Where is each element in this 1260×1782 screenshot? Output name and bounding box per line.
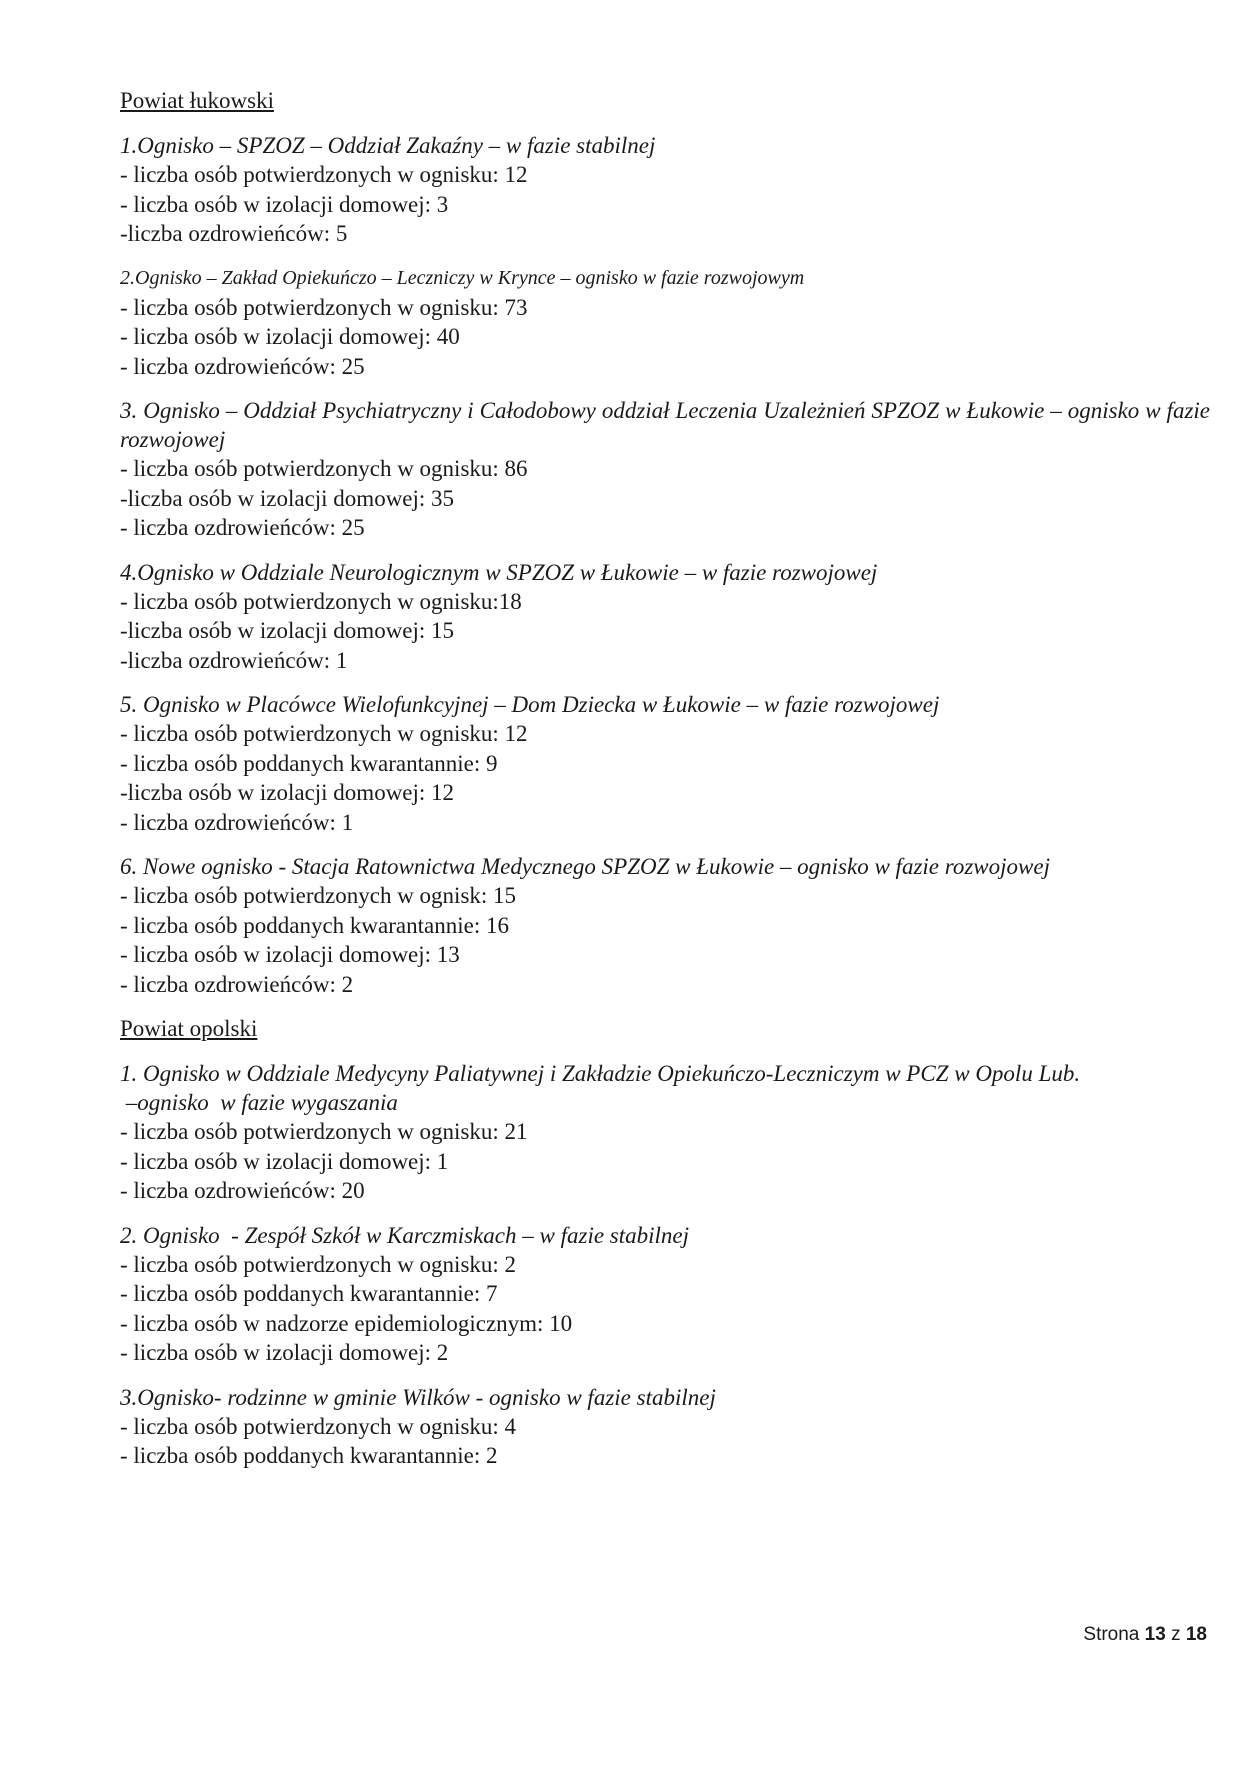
- outbreak-stat: - liczba osób potwierdzonych w ognisku: 86: [120, 456, 528, 481]
- outbreak-title: 1. Ognisko w Oddziale Medycyny Paliatywnej i Zakładzie Opiekuńczo-Leczniczym w PCZ w Opolu Lub.: [120, 1061, 1081, 1086]
- outbreak-stat: - liczba osób potwierdzonych w ognisku: 2: [120, 1251, 517, 1277]
- outbreak-title: 3. Ognisko – Oddział Psychiatryczny i Całodobowy oddział Leczenia Uzależnień SPZOZ w Łukowie – ognisko w fazie rozwojowej: [120, 398, 1210, 452]
- outbreak-stat: - liczba osób poddanych kwarantannie: 16: [120, 912, 509, 938]
- outbreak-stat: - liczba osób w izolacji domowej: 2: [120, 1340, 449, 1365]
- outbreak-stat: - liczba ozdrowieńców: 1: [120, 809, 354, 835]
- page-number: [1083, 1624, 1207, 1646]
- outbreak-stat: - liczba osób potwierdzonych w ognisku: 21: [120, 1119, 528, 1144]
- page-separator: z: [1171, 1624, 1181, 1645]
- section-heading: Powiat łukowski: [120, 88, 274, 113]
- current-page: 13: [1144, 1624, 1166, 1645]
- outbreak-stat: - liczba ozdrowieńców: 20: [120, 1178, 365, 1203]
- outbreak-item: [120, 1383, 1210, 1471]
- outbreak-title: 3.Ognisko- rodzinne w gminie Wilków - ognisko w fazie stabilnej: [120, 1384, 716, 1410]
- outbreak-stat: - liczba osób potwierdzonych w ognisku: 73: [120, 294, 528, 320]
- outbreak-title: 2.Ognisko – Zakład Opiekuńczo – Leczniczy w Krynce – ognisko w fazie rozwojowym: [120, 266, 805, 289]
- outbreak-stat: - liczba osób poddanych kwarantannie: 7: [120, 1281, 498, 1306]
- outbreak-stat: - liczba osób w nadzorze epidemiologicznym: 10: [120, 1310, 573, 1336]
- outbreak-stat: - liczba osób potwierdzonych w ognisku: 12: [120, 721, 528, 746]
- outbreak-title: 5. Ognisko w Placówce Wielofunkcyjnej – Dom Dziecka w Łukowie – w fazie rozwojowej: [120, 692, 940, 717]
- outbreak-item: [120, 852, 1210, 999]
- outbreak-stat: -liczba osób w izolacji domowej: 15: [120, 618, 455, 643]
- outbreak-item: [120, 396, 1210, 543]
- outbreak-stat: -liczba osób w izolacji domowej: 35: [120, 485, 455, 511]
- outbreak-stat: -liczba osób w izolacji domowej: 12: [120, 780, 455, 805]
- total-pages: 18: [1185, 1624, 1207, 1645]
- outbreak-stat: - liczba ozdrowieńców: 2: [120, 971, 354, 997]
- outbreak-stat: - liczba osób poddanych kwarantannie: 9: [120, 750, 498, 776]
- section-lukowski: [120, 86, 1210, 999]
- outbreak-item: [120, 690, 1210, 837]
- outbreak-stat: -liczba ozdrowieńców: 5: [120, 221, 348, 246]
- section-opolski: [120, 1014, 1210, 1471]
- outbreak-item: [120, 1059, 1210, 1206]
- outbreak-item: [120, 558, 1210, 676]
- outbreak-stat: - liczba osób w izolacji domowej: 40: [120, 324, 460, 349]
- document-page: [120, 86, 1210, 1486]
- outbreak-stat: - liczba osób w izolacji domowej: 13: [120, 942, 460, 967]
- outbreak-item: [120, 264, 1210, 382]
- outbreak-stat: - liczba osób potwierdzonych w ognisk: 15: [120, 883, 517, 908]
- outbreak-stat: - liczba ozdrowieńców: 25: [120, 515, 365, 540]
- outbreak-title-continued: –ognisko w fazie wygaszania: [120, 1090, 398, 1115]
- page-label: Strona: [1083, 1624, 1140, 1645]
- outbreak-stat: - liczba osób poddanych kwarantannie: 2: [120, 1443, 498, 1468]
- outbreak-stat: - liczba osób w izolacji domowej: 3: [120, 191, 449, 217]
- outbreak-stat: - liczba ozdrowieńców: 25: [120, 353, 365, 379]
- outbreak-title: 6. Nowe ognisko - Stacja Ratownictwa Medycznego SPZOZ w Łukowie – ognisko w fazie rozwojowej: [120, 854, 1050, 879]
- outbreak-item: [120, 131, 1210, 249]
- outbreak-stat: -liczba ozdrowieńców: 1: [120, 647, 348, 673]
- outbreak-stat: - liczba osób w izolacji domowej: 1: [120, 1148, 449, 1174]
- outbreak-title: 2. Ognisko - Zespół Szkół w Karczmiskach – w fazie stabilnej: [120, 1222, 690, 1248]
- outbreak-item: [120, 1221, 1210, 1368]
- outbreak-title: 4.Ognisko w Oddziale Neurologicznym w SPZOZ w Łukowie – w fazie rozwojowej: [120, 559, 878, 585]
- outbreak-stat: - liczba osób potwierdzonych w ognisku: 12: [120, 162, 528, 187]
- outbreak-stat: - liczba osób potwierdzonych w ognisku:18: [120, 588, 522, 614]
- outbreak-stat: - liczba osób potwierdzonych w ognisku: 4: [120, 1413, 517, 1439]
- section-heading: Powiat opolski: [120, 1016, 258, 1041]
- outbreak-title: 1.Ognisko – SPZOZ – Oddział Zakaźny – w fazie stabilnej: [120, 133, 656, 158]
